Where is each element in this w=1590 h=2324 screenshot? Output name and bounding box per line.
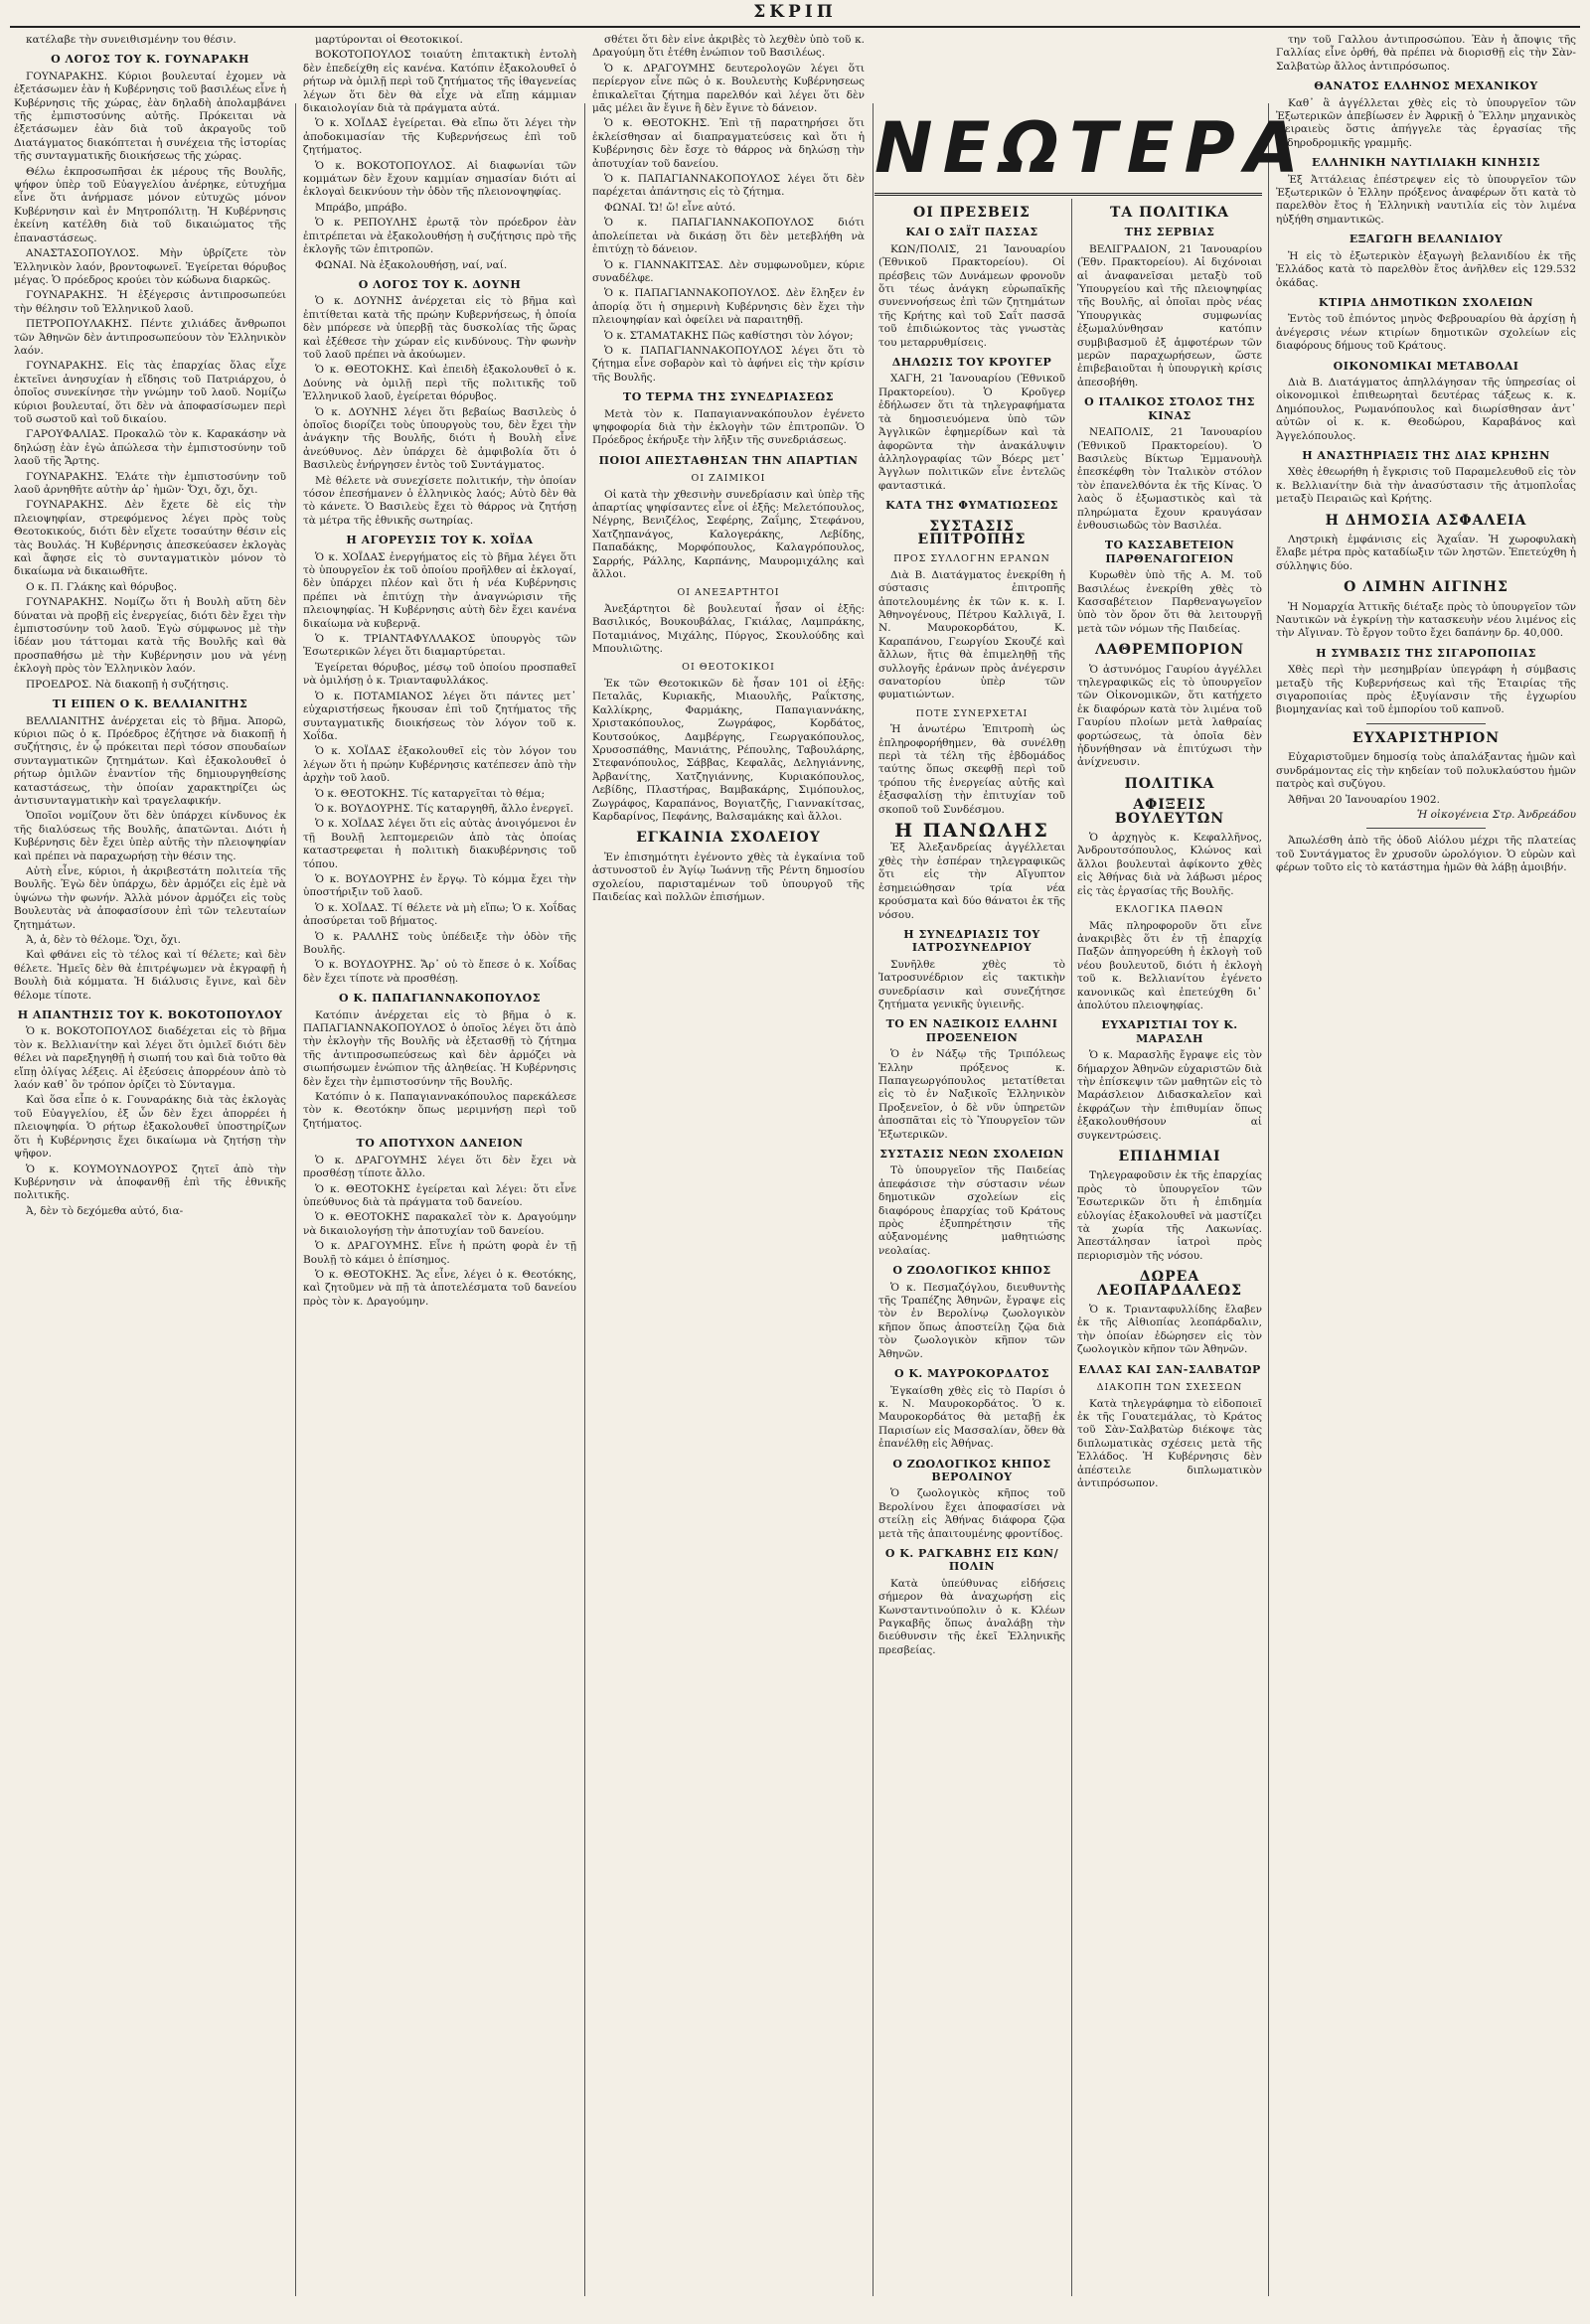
paragraph: Τὸ ὑπουργεῖον τῆς Παιδείας ἀπεφάσισε τὴν σύστασιν νέων δημοτικῶν σχολείων εἰς διαφόρους ἐπαρχίας τοῦ Κράτους πρὸς ἐξυπηρέτησιν τῆς αὐξανομένης μαθητιώσης νεολαίας. — [878, 1164, 1065, 1257]
paragraph: Ὁ κ. Μαρασλῆς ἔγραψε εἰς τὸν δήμαρχον Ἀθηνῶν εὐχαριστῶν διὰ τὴν ἐπίσκεψιν τῶν μαθητῶν εἰς τὸ Μαράσλειον Διδασκαλεῖον καὶ ἐκφράζων τὴν ἐπιθυμίαν ὅπως ἐξακολουθήσουν αἱ συγκεντρώσεις. — [1077, 1049, 1262, 1142]
article-heading: ΔΗΛΩΣΙΣ ΤΟΥ ΚΡΟΥΓΕΡ — [891, 356, 1052, 370]
paragraph: Ἐξ Ἀττάλειας ἐπέστρεψεν εἰς τὸ ὑπουργεῖον τῶν Ἐξωτερικῶν ὁ Ἑλλην πρόξενος ἀναφέρων ὅτι κατὰ τὸ παρελθὸν ἔτος ἡ Ἑλληνικὴ ναυτιλία εἰς τὸν λιμένα ηὐξήθη σημαντικῶς. — [1276, 173, 1576, 226]
article-heading: Η ΣΥΜΒΑΣΙΣ ΤΗΣ ΣΙΓΑΡΟΠΟΙΙΑΣ — [1316, 646, 1536, 660]
divider — [1366, 828, 1487, 829]
paragraph: Ὁ κ. ΒΟΚΟΤΟΠΟΥΛΟΣ. Αἱ διαφωνίαι τῶν κομμάτων δὲν ἔχουν καμμίαν σημασίαν διότι αἱ ἐκλογαὶ δεικνύουν τὴν ὁδὸν τῆς πλειονοψηφίας. — [303, 159, 576, 199]
paragraph: ΠΕΤΡΟΠΟΥΛΑΚΗΣ. Πέντε χιλιάδες ἄνθρωποι τῶν Ἀθηνῶν δὲν ἀντιπροσωπεύουν τὸν Ἑλληνικὸν λαόν. — [14, 318, 286, 357]
paragraph: Ὁ κ. ΒΟΥΔΟΥΡΗΣ. Ἄρ᾽ οὐ τὸ ἔπεσε ὁ κ. Χοΐδας δὲν ἔχει τίποτε νὰ προσθέσῃ. — [303, 959, 576, 985]
article-heading: ΤΟ ΑΠΟΤΥΧΟΝ ΔΑΝΕΙΟΝ — [356, 1137, 524, 1151]
article-heading: ΚΑΤΑ ΤΗΣ ΦΥΜΑΤΙΩΣΕΩΣ — [885, 499, 1058, 513]
article-heading: ΠΟΙΟΙ ΑΠΕΣΤΑΘΗΣΑΝ ΤΗΝ ΑΠΑΡΤΙΑΝ — [598, 453, 859, 467]
paragraph: Ὁ κ. ΘΕΟΤΟΚΗΣ. Ἄς εἶνε, λέγει ὁ κ. Θεοτόκης, καὶ ζητοῦμεν νὰ πῇ τὰ ἀποτελέσματα τοῦ δανείου πρὸς τὸν κ. Δραγούμην. — [303, 1268, 576, 1308]
paragraph: Ὁποῖοι νομίζουν ὅτι δὲν ὑπάρχει κίνδυνος ἐκ τῆς διαλύσεως τῆς Βουλῆς, ἀπατῶνται. Διότι ἡ Κυβέρνησις δὲν ἔχει ὑπὲρ αὐτῆς τὴν πλειοψηφίαν καὶ πρέπει νὰ παραχωρήσῃ τὴν θέσιν της. — [14, 810, 286, 862]
paragraph: ΒΕΛΛΙΑΝΙΤΗΣ ἀνέρχεται εἰς τὸ βῆμα. Ἀπορῶ, κύριοι πῶς ὁ κ. Πρόεδρος ἐζήτησε νὰ διακοπῇ ἡ συζήτησις, ἐν ᾧ πρόκειται περὶ τόσον σπουδαίων συνταγματικῶν ζητημάτων. Καὶ ἐξακολουθεῖ ὁ ρήτωρ ὁμιλῶν ἐναντίον τῆς δημιουργηθείσης καταστάσεως, τὴν ὁποίαν χαρακτηρίζει ὡς ἀντισυνταγματικὴν καὶ τραγελαφικήν. — [14, 714, 286, 807]
paragraph: Ὁ κ. ΠΑΠΑΓΙΑΝΝΑΚΟΠΟΥΛΟΣ λέγει ὅτι δὲν παρέχεται ἀπάντησις εἰς τὸ ζήτημα. — [592, 173, 865, 199]
paragraph: Ἐγκαίσθη χθὲς εἰς τὸ Παρίσι ὁ κ. Ν. Μαυροκορδάτος. Ὁ κ. Μαυροκορδάτος θὰ μεταβῇ ἐκ Παρισίων εἰς Μασσαλίαν, ὅθεν θὰ ἐπανέλθῃ εἰς Ἀθήνας. — [878, 1384, 1065, 1451]
column-divider — [873, 103, 874, 2296]
paragraph: Ὁ κ. ΚΟΥΜΟΥΝΔΟΥΡΟΣ ζητεῖ ἀπὸ τὴν Κυβέρνησιν νὰ ἀποφανθῇ ἐπὶ τῆς ἐθνικῆς πολιτικῆς. — [14, 1162, 286, 1202]
paragraph: Ὁ κ. ΣΤΑΜΑΤΑΚΗΣ Πῶς καθίστησι τὸν λόγον; — [604, 329, 854, 342]
article-heading: Ο ΖΩΟΛΟΓΙΚΟΣ ΚΗΠΟΣ ΒΕΡΟΛΙΝΟΥ — [892, 1457, 1051, 1483]
paragraph: την τοῦ Γαλλου ἀντιπροσώπου. Ἐὰν ἡ ἄποψις τῆς Γαλλίας εἶνε ὁρθή, θὰ πρέπει νὰ διορισθῇ εἰς τὴν Σὰν-Σαλβατὼρ ἄλλος ἀντιπρόσωπος. — [1276, 34, 1576, 73]
article-heading: Ο Κ. ΜΑΥΡΟΚΟΡΔΑΤΟΣ — [893, 1367, 1050, 1381]
paragraph: Ὁ κ. ΠΑΠΑΓΙΑΝΝΑΚΟΠΟΥΛΟΣ. Δὲν ἔληξεν ἐν ἀπορίᾳ ὅτι ἡ σημερινὴ Κυβέρνησις δὲν ἔχει τὴν πλειοψηφίαν καὶ ὀφείλει νὰ παραιτηθῇ. — [592, 287, 865, 327]
article-heading: Η ΑΝΑΣΤΗΡΙΑΞΙΣ ΤΗΣ ΔΙΑΣ ΚΡΗΣΗΝ — [1302, 448, 1550, 462]
article-heading: Ο Κ. ΡΑΓΚΑΒΗΣ ΕΙΣ ΚΩΝ/ΠΟΛΙΝ — [884, 1546, 1059, 1574]
paragraph: Ὁ κ. ΠΟΤΑΜΙΑΝΟΣ λέγει ὅτι πάντες μετ᾽ εὐχαριστήσεως ἤκουσαν ἐπὶ τοῦ ζητήματος τῆς συνταγματικῆς διοικήσεως τὸν λόγον τοῦ κ. Χοΐδα. — [303, 690, 576, 742]
paragraph: Ὁ ἀστυνόμος Γαυρίου ἀγγέλλει τηλεγραφικῶς εἰς τὸ ὑπουργεῖον τῶν Οἰκονομικῶν, ὅτι κατήχετο ἐκ διαφόρων κατὰ τὸν λιμένα τοῦ Γαυρίου πλοίων μετὰ λαθραίας φορτώσεως, τὰ ὁποῖα δὲν ἠδυνήθησαν νὰ ἐπιτύχωσι τὴν ἀνίχνευσιν. — [1077, 663, 1262, 769]
article-heading: Η ΑΓΟΡΕΥΣΙΣ ΤΟΥ Κ. ΧΟΪΔΑ — [346, 534, 534, 547]
paragraph: ΠΡΟΕΔΡΟΣ. Νὰ διακοπῇ ἡ συζήτησις. — [26, 678, 230, 691]
paragraph: Χθὲς ἐθεωρήθη ἡ ἔγκρισις τοῦ Παραμελευθοῦ εἰς τὸν κ. Βελλιανίτην διὰ τὴν ἀνασύστασιν τῆς ἀτμοπλοΐας μεταξὺ Πειραιῶς καὶ Κρήτης. — [1276, 466, 1576, 506]
column-divider — [1268, 103, 1269, 2296]
section-subheading: ΔΙΑΚΟΠΗ ΤΩΝ ΣΧΕΣΕΩΝ — [1096, 1382, 1243, 1394]
article-heading: ΕΠΙΔΗΜΙΑΙ — [1118, 1149, 1221, 1164]
paragraph: ΧΑΓΗ, 21 Ἰανουαρίου (Ἐθνικοῦ Πρακτορείου). Ὁ Κροῦγερ ἐδήλωσεν ὅτι τὰ τηλεγραφήματα τὰ δημοσιευόμενα ὑπὸ τῶν Ἀγγλικῶν ἐφημερίδων καὶ τὰ ἀφορῶντα τὴν ἀνακάλυψιν ἀλληλογραφίας τῶν Βόερς μετ᾽ Ἀγγλων πολιτικῶν εἶνε ἐντελῶς φανταστικά. — [878, 373, 1065, 492]
paragraph: Τηλεγραφοῦσιν ἐκ τῆς ἐπαρχίας πρὸς τὸ ὑπουργεῖον τῶν Ἐσωτερικῶν ὅτι ἡ ἐπιδημία εὐλογίας ἐξακολουθεῖ νὰ μαστίζει τὰ χωρία τῆς Λακωνίας. Ἀπεστάλησαν ἰατροὶ πρὸς περιορισμὸν τῆς νόσου. — [1077, 1169, 1262, 1262]
article-heading: Ο ΛΟΓΟΣ ΤΟΥ Κ. ΔΟΥΝΗ — [358, 277, 522, 291]
article-heading: ΤΟ ΚΑΣΣΑΒΕΤΕΙΟΝ ΠΑΡΘΕΝΑΓΩΓΕΙΟΝ — [1104, 539, 1235, 565]
paragraph: Ὁ κ. ΧΟΪΔΑΣ λέγει ὅτι εἰς αὐτὰς ἀνοιγόμενοι ἐν τῇ Βουλῇ λεπτομερειῶν ἀπὸ τὰς ὁποίας καταστρεφεται ἡ πολιτικὴ διακυβέρνησις τοῦ τόπου. — [303, 818, 576, 870]
article-heading: Ο ΙΤΑΛΙΚΟΣ ΣΤΟΛΟΣ ΤΗΣ ΚΙΝΑΣ — [1084, 395, 1255, 422]
article-heading: ΛΑΘΡΕΜΠΟΡΙΟΝ — [1094, 642, 1245, 659]
section-subheading: ΟΙ ΘΕΟΤΟΚΙΚΟΙ — [682, 662, 775, 674]
paragraph: Ὁ κ. ΘΕΟΤΟΚΗΣ. Καὶ ἐπειδὴ ἐξακολουθεῖ ὁ κ. Δούνης νὰ ὁμιλῇ περὶ τῆς πολιτικῆς τοῦ Ἑλληνικοῦ λαοῦ, ἐγείρεται θόρυβος. — [303, 364, 576, 403]
column-2 — [303, 34, 576, 2296]
paragraph: Συνῆλθε χθὲς τὸ Ἰατροσυνέδριον εἰς τακτικὴν συνεδρίασιν καὶ συνεζήτησε ζητήματα γενικῆς ὑγιεινῆς. — [878, 958, 1065, 1010]
paragraph: Μᾶς πληροφοροῦν ὅτι εἶνε ἀνακριβὲς ὅτι ἐν τῇ ἐπαρχίᾳ Παξῶν ἀπηγορεύθη ἡ ἐκλογὴ τοῦ νέου βουλευτοῦ, διότι ἡ ἐκλογὴ τοῦ κ. Βελλιανίτου ἐγένετο κανονικῶς καὶ ἐπετεύχθη δι᾽ ἀπολύτου πλειοψηφίας. — [1077, 919, 1262, 1011]
article-heading: Η ΣΥΝΕΔΡΙΑΣΙΣ ΤΟΥ ΙΑΤΡΟΣΥΝΕΔΡΙΟΥ — [903, 927, 1040, 955]
paragraph: Κατὰ ὑπεύθυνας εἰδήσεις σήμερον θὰ ἀναχωρήσῃ εἰς Κωνσταντινούπολιν ὁ κ. Κλέων Ραγκαβῆς ὅπως ἀναλάβῃ τὴν διεύθυνσιν τῆς ἐκεῖ Ἑλληνικῆς πρεσβείας. — [878, 1577, 1065, 1656]
article-heading: ΣΥΣΤΑΣΙΣ ΝΕΩΝ ΣΧΟΛΕΙΩΝ — [879, 1148, 1064, 1161]
signature: Ἡ οἰκογένεια Στρ. Ἀνδρεάδου — [1416, 808, 1576, 821]
paragraph: ΓΟΥΝΑΡΑΚΗΣ. Δὲν ἔχετε δὲ εἰς τὴν πλειοψηφίαν, στρεφόμενος λέγει πρὸς τοὺς Θεοτοκικούς, διότι δὲν εἴχετε τοσαύτην θέσιν εἰς τὰς Βουλάς. Ἡ Κυβέρνησις ἀπεσκεύασεν ἐκλογὰς καὶ ἄφησε εἰς τὸ συνταγματικὸν μόνον τὸ δικαίωμα νὰ δικαιωθῆτε. — [14, 499, 286, 578]
paragraph: Κυρωθὲν ὑπὸ τῆς Α. Μ. τοῦ Βασιλέως ἐνεκρίθη χθὲς τὸ Κασσαβέτειον Παρθεναγωγεῖον ὑπὸ τὸν ὅρον ὅτι θὰ λειτουργῇ μετὰ τῶν νόμων τῆς Παιδείας. — [1077, 569, 1262, 635]
paragraph: Διὰ Β. Διατάγματος ἀπηλλάγησαν τῆς ὑπηρεσίας οἱ οἰκονομικοὶ ἐπιθεωρηταὶ δευτέρας τάξεως κ. κ. Δημόπουλος, Ρωμανόπουλος καὶ διωρίσθησαν ἀντ᾽ αὐτῶν οἱ κ. κ. Θεοδώρου, Καραβάνος καὶ Ἀγγελόπουλος. — [1276, 376, 1576, 442]
article-heading: ΤΟ ΤΕΡΜΑ ΤΗΣ ΣΥΝΕΔΡΙΑΣΕΩΣ — [623, 390, 834, 404]
column-divider — [1071, 199, 1072, 2296]
column-5 — [1077, 199, 1262, 2296]
paragraph: Ὁ κ. ΒΟΥΔΟΥΡΗΣ. Τίς καταργηθῆ, ἄλλο ἐνεργεῖ. — [315, 802, 574, 815]
article-heading: ΕΞΑΓΩΓΗ ΒΕΛΑΝΙΔΙΟΥ — [1349, 232, 1504, 246]
paragraph: Ληστρικὴ ἐμφάνισις εἰς Ἀχαΐαν. Ἡ χωροφυλακὴ ἔλαβε μέτρα πρὸς καταδίωξιν τῶν ληστῶν. Ἐπετεύχθη ἡ σύλληψις δύο. — [1276, 534, 1576, 572]
section-subheading: ΟΙ ΖΑΙΜΙΚΟΙ — [691, 473, 766, 485]
paragraph: ΓΟΥΝΑΡΑΚΗΣ. Νομίζω ὅτι ἡ Βουλὴ αὕτη δὲν δύναται νὰ προβῇ εἰς ἐνεργείας, διότι δὲν ἔχει τὴν ἐμπιστοσύνην τοῦ λαοῦ. Ἐγὼ σύμφωνος μὲ τὴν ἰδέαν μου τάττομαι κατὰ τῆς Βουλῆς καὶ θὰ προσπαθήσω μὲ τὴν Κυβέρνησιν μου νὰ γένῃ ἐκλογὴ πρὸς τὸν Ἑλληνικὸν λαόν. — [14, 596, 286, 676]
paragraph: Ὁ κ. ΔΟΥΝΗΣ λέγει ὅτι βεβαίως Βασιλεὺς ὁ ὁποῖος διορίζει τοὺς ὑπουργοὺς του, δὲν ἔχει τὴν ἀνάγκην τῆς Βουλῆς, διότι ἡ Βουλὴ εἶνε ἀνεύθυνος. Δὲν ὑπάρχει δὲ ἀμφιβολία ὅτι ὁ Βασιλεὺς ἐνήργησεν ἐντὸς τοῦ Συντάγματος. — [303, 405, 576, 472]
masthead-rule — [10, 26, 1580, 28]
paragraph: Ὁ κ. ΠΑΠΑΓΙΑΝΝΑΚΟΠΟΥΛΟΣ λέγει ὅτι τὸ ζήτημα εἶνε σοβαρὸν καὶ τὸ ἀφήνει εἰς τὴν κρίσιν τῆς Βουλῆς. — [592, 344, 865, 384]
paragraph: Θέλω ἐκπροσωπῆσαι ἐκ μέρους τῆς Βουλῆς, ψήφον ὑπὲρ τοῦ Εὐαγγελίου ἀνέρηκε, εὐτυχήμα εἶνε ὅτι ἀνήρμασε μόνον εὐτυχῶς μόνον Κυβέρνησιν καὶ ἐν Μητροπόλιτῃ. Ἡ Κυβέρνησις ἐκείνη κατέλθη διὰ τοῦ δικαιώματος τῆς ἐπαναστάσεως. — [14, 165, 286, 244]
paragraph: Κατόπιν ὁ κ. Παπαγιαννακόπουλος παρεκάλεσε τὸν κ. Θεοτόκην ὅπως μεριμνήσῃ περὶ τοῦ ζητήματος. — [303, 1091, 576, 1130]
paragraph: Ὁ κ. ΔΡΑΓΟΥΜΗΣ δευτερολογῶν λέγει ὅτι περίεργον εἶνε πῶς ὁ κ. Βουλευτὴς Κυβέρνησεως ἐπικαλεῖται ζήτημα παρελθόν καὶ λέγει ὅτι δὲν μᾶς μέλει ἂν ἔγινε ἢ δὲν ἔγινε τὸ δάνειον. — [592, 62, 865, 115]
paragraph: Ὁ κ. ΓΙΑΝΝΑΚΙΤΣΑΣ. Δὲν συμφωνοῦμεν, κύριε συναδέλφε. — [592, 258, 865, 284]
article-heading: Η ΠΑΝΩΛΗΣ — [894, 820, 1049, 843]
paragraph: Ἐντὸς τοῦ ἐπιόντος μηνὸς Φεβρουαρίου θὰ ἀρχίσῃ ἡ ἀνέγερσις νέων κτιρίων δημοτικῶν σχολείων εἰς διαφόρους δήμους τοῦ Κράτους. — [1276, 313, 1576, 353]
paragraph: Ὁ κ. ΔΡΑΓΟΥΜΗΣ λέγει ὅτι δὲν ἔχει νὰ προσθέσῃ τίποτε ἄλλο. — [303, 1154, 576, 1180]
paragraph: Ο κ. Π. Γλάκης καὶ θόρυβος. — [26, 580, 178, 593]
column-1 — [14, 34, 286, 2296]
paragraph: Ἀπωλέσθη ἀπὸ τῆς ὁδοῦ Αἰόλου μέχρι τῆς πλατείας τοῦ Συντάγματος ἓν χρυσοῦν ὡρολόγιον. Ὁ εὑρὼν καὶ φέρων τοῦτο εἰς τὸ κατάστημα ἡμῶν θὰ λάβῃ ἀμοιβήν. — [1276, 835, 1576, 874]
article-heading: ΟΙΚΟΝΟΜΙΚΑΙ ΜΕΤΑΒΟΛΑΙ — [1333, 359, 1519, 373]
paragraph: Ὁ κ. ΡΕΠΟΥΛΗΣ ἐρωτᾷ τὸν πρόεδρον ἐὰν ἐπιτρέπεται νὰ ἐξακολουθήσῃ ἡ συζήτησις πρὸ τῆς ἐκλογῆς τῶν ἐπιτροπῶν. — [303, 217, 576, 256]
article-heading: ΕΛΛΗΝΙΚΗ ΝΑΥΤΙΛΙΑΚΗ ΚΙΝΗΣΙΣ — [1312, 156, 1540, 170]
paragraph: Εὐχαριστοῦμεν δημοσίᾳ τοὺς ἀπαλάξαντας ἡμῶν καὶ συνδράμοντας εἰς τὴν κηδείαν τοῦ πολυκλαύστου ἡμῶν πατρὸς καὶ συζύγου. — [1276, 751, 1576, 791]
paragraph: Ἐγείρεται θόρυβος, μέσῳ τοῦ ὁποίου προσπαθεῖ νὰ ὁμιλήσῃ ὁ κ. Τριανταφυλλάκος. — [303, 661, 576, 688]
paragraph: Ὁ κ. ΤΡΙΑΝΤΑΦΥΛΛΑΚΟΣ ὑπουργὸς τῶν Ἐσωτερικῶν λέγει ὅτι διαμαρτύρεται. — [303, 633, 576, 659]
paragraph: ΓΑΡΟΥΦΑΛΙΑΣ. Προκαλῶ τὸν κ. Καρακάσην νὰ δηλώσῃ ἐὰν ἐγὼ ἀπώλεσα τὴν ἐμπιστοσύνην τοῦ λαοῦ τῆς Ἄρτης. — [14, 428, 286, 468]
paragraph: Καὶ φθάνει εἰς τὸ τέλος καὶ τί θέλετε; καὶ δὲν θέλετε. Ἡμεῖς δὲν θὰ ἐπιτρέψωμεν νὰ ἐκγραφῇ ἡ Βουλὴ διὰ κόμματα. Ἡ διάλυσις ἔγινε, καὶ δὲν θέλομε τίποτε. — [14, 949, 286, 1002]
paragraph: ΑΝΑΣΤΑΣΟΠΟΥΛΟΣ. Μὴν ὑβρίζετε τὸν Ἑλληνικὸν λαόν, βροντοφωνεῖ. Ἐγείρεται θόρυβος μέγας. Ὁ πρόεδρος κρούει τὸν κώδωνα διαρκῶς. — [14, 247, 286, 286]
paragraph: Ἡ ἀνωτέρω Ἐπιτροπὴ ὡς ἐπληροφορήθημεν, θὰ συνέλθῃ περὶ τὰ τέλη τῆς ἑβδομάδος ταύτης ὅπως σκεφθῇ περὶ τοῦ τρόπου τῆς ἐνεργείας αὐτῆς καὶ ἐξασφαλίσῃ τὴν ἐπιτυχίαν τοῦ σκοποῦ τοῦ Συνδέσμου. — [878, 723, 1065, 816]
article-heading: ΤΟ ΕΝ ΝΑΞΙΚΟΙΣ ΕΛΛΗΝΙ ΠΡΟΞΕΝΕΙΟΝ — [885, 1017, 1058, 1044]
article-heading: Ο Κ. ΠΑΠΑΓΙΑΝΝΑΚΟΠΟΥΛΟΣ — [339, 992, 541, 1006]
article-heading: ΕΥΧΑΡΙΣΤΗΡΙΟΝ — [1352, 729, 1501, 746]
paragraph: ΦΩΝΑΙ. Ὤ! ὤ! εἶνε αὐτό. — [604, 201, 736, 214]
article-heading: ΚΤΙΡΙΑ ΔΗΜΟΤΙΚΩΝ ΣΧΟΛΕΙΩΝ — [1318, 295, 1534, 309]
article-heading: ΑΦΙΞΕΙΣ ΒΟΥΛΕΥΤΩΝ — [1114, 797, 1225, 827]
paragraph: Ἀνεξάρτητοι δὲ βουλευταί ἦσαν οἱ ἑξῆς: Βασιλικός, Βουκουβάλας, Γκιάλας, Λαμπράκης, Ποταμιάνος, Μιχάλης, Πύργος, Σκουλούδης καὶ Μπουλιῶτης. — [592, 602, 865, 656]
paragraph: Ὁ κ. Πεσμαζόγλου, διευθυντὴς τῆς Τραπέζης Ἀθηνῶν, ἔγραψε εἰς τὸν ἐν Βερολίνῳ ζωολογικὸν κῆπον ὅπως ἀποστείλῃ ζῷα διὰ τὸν ζωολογικὸν κῆπον τῶν Ἀθηνῶν. — [878, 1281, 1065, 1360]
article-heading: Ο ΛΟΓΟΣ ΤΟΥ Κ. ΓΟΥΝΑΡΑΚΗ — [51, 53, 249, 67]
paragraph: Οἱ κατὰ τὴν χθεσινὴν συνεδρίασιν καὶ ὑπὲρ τῆς ἀπαρτίας ψηφίσαντες εἶνε οἱ ἑξῆς: Μελετόπουλος, Νέγρης, Βενιζέλος, Σεφέρης, Ζαΐμης, Στεφάνου, Χατζηπανάγος, Καλογεράκης, Λεβίδης, Παπαδάκης, Μορφόπουλος, Καλαγρόπουλος, Σαρρής, Ράλλης, Καρπάνης, Μαυρομιχάλης καὶ ἄλλοι. — [592, 488, 865, 581]
paragraph: ΝΕΑΠΟΛΙΣ, 21 Ἰανουαρίου (Ἐθνικοῦ Πρακτορείου). Ὁ Βασιλεὺς Βίκτωρ Ἐμμανουὴλ ἐπεσκέφθη τὸν Ἰταλικὸν στόλον τὸν ἐπανελθόντα ἐκ τῆς Κίνας. Ὁ λαὸς ὅ ἐξωμαστικὸς καὶ τὰ πληρώματα ἔχουν κραυγάσαν ἐνθουσιωδῶς τὸν Βασιλέα. — [1077, 426, 1262, 532]
article-heading: ΤΑ ΠΟΛΙΤΙΚΑ — [1110, 205, 1229, 221]
article-heading: ΔΩΡΕΑ ΛΕΟΠΑΡΔΑΛΕΩΣ — [1097, 1269, 1242, 1299]
paragraph: Ἐξ Ἀλεξανδρείας ἀγγέλλεται χθὲς τὴν ἑσπέραν τηλεγραφικῶς ὅτι εἰς τὴν Αἴγυπτον ἐσημειώθησαν τρία νέα κρούσματα καὶ δύο θάνατοι ἐκ τῆς νόσου. — [878, 842, 1065, 921]
paragraph: Ὁ κ. ΘΕΟΤΟΚΗΣ. Ἐπὶ τῇ παρατηρήσει ὅτι ἐκλείσθησαν αἱ διαπραγματεύσεις καὶ ὅτι ἡ Κυβέρνησις δὲν ἔσχε τὸ θάρρος νὰ δηλώσῃ τὴν ἀποτυχίαν τοῦ δανείου. — [592, 117, 865, 170]
paragraph: Ὁ κ. ΘΕΟΤΟΚΗΣ ἐγείρεται καὶ λέγει: ὅτι εἶνε ὑπεύθυνος διὰ τὰ πράγματα τοῦ δανείου. — [303, 1182, 576, 1208]
article-heading: ΕΛΛΑΣ ΚΑΙ ΣΑΝ-ΣΑΛΒΑΤΩΡ — [1078, 1362, 1261, 1376]
section-subheading: ΟΙ ΑΝΕΞΑΡΤΗΤΟΙ — [677, 587, 780, 599]
article-heading: Η ΔΗΜΟΣΙΑ ΑΣΦΑΛΕΙΑ — [1325, 512, 1527, 529]
section-subheading: ΕΚΛΟΓΙΚΑ ΠΑΘΩΝ — [1115, 904, 1224, 916]
paragraph: Ὁ κ. ΔΡΑΓΟΥΜΗΣ. Εἶνε ἡ πρώτη φορὰ ἐν τῇ Βουλῇ τὸ κάμει ὁ ἐπίσημος. — [303, 1240, 576, 1266]
paragraph: Μὲ θέλετε νὰ συνεχίσετε πολιτικήν, τὴν ὁποίαν τόσον ἐπεσήμανεν ὁ ἐλληνικὸς λαός; Αὐτὸ δὲν θὰ τὸ κάνετε. Ὁ Βασιλεὺς ἔχει τὸ θάρρος νὰ ζητήσῃ τὰ μέτρα τῆς ἐθνικῆς σωτηρίας. — [303, 474, 576, 527]
article-heading: ΘΑΝΑΤΟΣ ΕΛΛΗΝΟΣ ΜΕΧΑΝΙΚΟΥ — [1314, 79, 1538, 93]
divider — [1366, 723, 1487, 724]
article-heading: Η ΑΠΑΝΤΗΣΙΣ ΤΟΥ Κ. ΒΟΚΟΤΟΠΟΥΛΟΥ — [17, 1008, 283, 1022]
paragraph: Καὶ ὅσα εἶπε ὁ κ. Γουναράκης διὰ τὰς ἐκλογὰς τοῦ Εὐαγγελίου, ἐξ ὧν δὲν ἔχει ἀπορρέει ἡ πλειοψηφία. Ὁ ρήτωρ ἐξακολουθεῖ ὑποστηρίζων ὅτι ἡ Κυβέρνησις ἔχει δικαίωμα νὰ ζητήσῃ τὴν ψῆφον. — [14, 1094, 286, 1161]
article-heading: Ο ΖΩΟΛΟΓΙΚΟΣ ΚΗΠΟΣ — [892, 1264, 1051, 1278]
section-subheading: ΠΡΟΣ ΣΥΛΛΟΓΗΝ ΕΡΑΝΩΝ — [893, 553, 1050, 565]
column-divider — [295, 103, 296, 2296]
paragraph: ΓΟΥΝΑΡΑΚΗΣ. Ἡ ἐξέγερσις ἀντιπροσωπεύει τὴν θέλησιν τοῦ Ἑλληνικοῦ λαοῦ. — [14, 289, 286, 315]
paragraph: ΒΕΛΙΓΡΑΔΙΟΝ, 21 Ἰανουαρίου (Ἐθν. Πρακτορείου). Αἱ διχόνοιαι αἱ ἀναφανεῖσαι μεταξὺ τοῦ Ὑπουργείου καὶ τῆς πλειοψηφίας τῆς Βουλῆς, αἱ ὁποῖαι πρὸς νέας Ὑπουργικὰς συμφωνίας ἐξωμαλύνθησαν κατόπιν συμβιβασμοῦ ἐξ ἀμφοτέρων τῶν μερῶν παραχωρήσεων, ὥστε ἐπιβεβαιοῦται ἡ ὑπουργικὴ κρίσις ἀπεσοβήθη. — [1077, 242, 1262, 388]
paragraph: Ὁ κ. ΒΟΥΔΟΥΡΗΣ ἐν ἔργῳ. Τὸ κόμμα ἔχει τὴν ὑποστήριξιν τοῦ λαοῦ. — [303, 872, 576, 899]
paragraph: μαρτύρονται οἱ Θεοτοκικοί. — [315, 34, 463, 46]
paragraph: Ὁ ἀρχηγὸς κ. Κεφαλλῆνος, Ἀνδρουτσόπουλος, Κλώνος καὶ ἄλλοι βουλευταὶ ἀφίκοντο χθὲς εἰς Ἀθήνας διὰ νὰ λάβωσι μέρος εἰς τὰς ἐργασίας τῆς Βουλῆς. — [1077, 832, 1262, 897]
dateline: Ἀθῆναι 20 Ἰανουαρίου 1902. — [1288, 793, 1440, 806]
paragraph: ΓΟΥΝΑΡΑΚΗΣ. Εἰς τὰς ἐπαρχίας ὅλας εἶχε ἐκτεῖνει ἀνησυχίαν ἡ εἴδησις τοῦ Πατριάρχου, ὁ ὁποῖος συνεκίνησε τὴν γνώμην τοῦ λαοῦ. Νομίζω κύριοι βουλευταί, ὅτι δὲν νὰ ἀποφασίσωμεν περὶ τοῦ σωστοῦ καὶ τοῦ δικαίου. — [14, 360, 286, 425]
article-heading: ΕΓΚΑΙΝΙΑ ΣΧΟΛΕΙΟΥ — [636, 830, 821, 847]
paragraph: Ὁ κ. ΘΕΟΤΟΚΗΣ. Τίς καταργεῖται τὸ θέμα; — [315, 787, 546, 800]
paragraph: Ὁ ζωολογικὸς κῆπος τοῦ Βερολίνου ἔχει ἀποφασίσει νὰ στείλῃ εἰς Ἀθήνας διάφορα ζῷα μετὰ τῆς ἀπαιτουμένης φροντίδος. — [878, 1487, 1065, 1540]
paragraph: ΓΟΥΝΑΡΑΚΗΣ. Ἐλάτε τὴν ἐμπιστοσύνην τοῦ λαοῦ ἀρνηθῆτε αὐτὴν ἀρ᾽ ἡμῶν· Ὄχι, ὄχι, ὄχι. — [14, 470, 286, 496]
paragraph: Ὁ ἐν Νάξῳ τῆς Τριπόλεως Ἑλλην πρόξενος κ. Παπαγεωργόπουλος μετατίθεται εἰς τὸ ἐν Ναξικοῖς Ἑλληνικὸν Προξενεῖον, ὁ δὲ νῦν ὑπηρετῶν ἀποσπᾶται εἰς τὸ Ὑπουργεῖον τῶν Ἐξωτερικῶν. — [878, 1048, 1065, 1141]
article-heading: Ο ΛΙΜΗΝ ΑΙΓΙΝΗΣ — [1344, 579, 1509, 596]
paragraph: Ὁ κ. ΔΟΥΝΗΣ ἀνέρχεται εἰς τὸ βῆμα καὶ ἐπιτίθεται κατὰ τῆς πρώην Κυβερνήσεως, ἡ ὁποία δὲν μπόρεσε νὰ ὑπερβῇ τὰς δυσκολίας τῆς ὥρας καὶ ἐξέθεσε τὴν χώραν εἰς κινδύνους. Τὴν φωνὴν τοῦ λαοῦ πρέπει νὰ ἀκούωμεν. — [303, 295, 576, 361]
paragraph: ΓΟΥΝΑΡΑΚΗΣ. Κύριοι βουλευταί ἐχομεν νὰ ἐξετάσωμεν ἐὰν ἡ Κυβέρνησις τοῦ βασιλέως εἶνε ἡ Κυβέρνησις τῆς χώρας, ἐὰν δηλαδὴ ἀπολαμβάνει τῆς ἐμπιστοσύνης αὐτῆς. Πρόκειται νὰ ἐξετάσωμεν ἐὰν διὰ τοῦ ἀκραγοῦς τοῦ Διατάγματος διακόπτεται ἡ συνέχεια τῆς ἱστορίας τῆς συνταγματικῆς διοικήσεως τῆς χώρας. — [14, 70, 286, 163]
paragraph: Ἐν ἐπισημότητι ἐγένοντο χθὲς τὰ ἐγκαίνια τοῦ ἀστυνοστοῦ ἐν Ἁγίῳ Ἰωάννῃ τῆς Ρέντη δημοσίου σχολείου, παρισταμένων τοῦ ὑπουργοῦ τῆς Παιδείας καὶ πολλῶν ἐπισήμων. — [592, 851, 865, 903]
paragraph: Καθ᾽ ἃ ἀγγέλλεται χθὲς εἰς τὸ ὑπουργεῖον τῶν Ἐξωτερικῶν ἀπεβίωσεν ἐν Ἀφρικῇ ὁ Ἕλλην μηχανικὸς Πειραιεὺς ὅστις ἀπήγγελε τὰς ἐργασίας τῆς σιδηροδρομικῆς γραμμῆς. — [1276, 96, 1576, 149]
column-divider — [584, 103, 585, 2296]
paragraph: Κατὰ τηλεγράφημα τὸ εἰδοποιεῖ ἐκ τῆς Γουατεμάλας, τὸ Κράτος τοῦ Σὰν-Σαλβατὼρ διέκοψε τὰς διπλωματικὰς σχέσεις μετὰ τῆς Ἑλλάδος. Ἡ Κυβέρνησις δὲν ἀπέστειλε διπλωματικὸν ἀντιπρόσωπον. — [1077, 1397, 1262, 1489]
paragraph: ΦΩΝΑΙ. Νὰ ἐξακολουθήσῃ, ναί, ναί. — [315, 258, 508, 271]
paragraph: κατέλαβε τὴν συνειθισμένην του θέσιν. — [26, 34, 237, 46]
section-banner: ΝΕΩΤΕΡΑ — [874, 103, 1262, 196]
paragraph: ΒΟΚΟΤΟΠΟΥΛΟΣ τοιαύτη ἐπιτακτικὴ ἐντολὴ δὲν ἐπεδείχθη εἰς κανένα. Κατόπιν ἐξακολουθεῖ ὁ ρήτωρ νὰ ὁμιλῇ περὶ τοῦ ζητήματος τῆς ἰθαγενείας λέγων ὅτι δὲν θὰ εἶχε νὰ εἴπῃ κάμμιαν δικαιολογίαν διὰ τὰ πράγματα αὐτά. — [303, 49, 576, 115]
paragraph: Ἐκ τῶν Θεοτοκικῶν δὲ ἦσαν 101 οἱ ἑξῆς: Πεταλᾶς, Κυριακῆς, Μιαουλῆς, Ραΐκτσης, Καλλίκρης, Φαρμάκης, Παπαγιαννάκης, Χριστακόπουλος, Ζωγράφος, Κορδάτος, Κουτσούκος, Δαμβέργης, Γεωργακόπουλος, Χρυσοσπάθης, Μανιάτης, Ρέπουλης, Ταβουλάρης, Στεφανόπουλος, Σάββας, Κεφαλᾶς, Δεληγιάννης, Ἀρβανίτης, Χατζηγιάννης, Κυριακόπουλος, Λεβίδης, Πλαστήρας, Βαμβακάρης, Σιμόπουλος, Ζωγράφος, Καραπάνος, Βογιατζῆς, Γιαννακίτσας, Καρδαρίνος, Πεφάνης, Βαλσαμάκης καὶ ἄλλοι. — [592, 677, 865, 823]
paragraph: Ἀ, ἀ, δὲν τὸ θέλομε. Ὄχι, ὄχι. — [26, 934, 181, 946]
paragraph: Ἀ, δὲν τὸ δεχόμεθα αὐτό, δια- — [26, 1204, 184, 1217]
article-heading: ΤΗΣ ΣΕΡΒΙΑΣ — [1124, 226, 1215, 239]
paragraph: Ὁ κ. ΡΑΛΛΗΣ τοὺς ὑπέδειξε τὴν ὁδὸν τῆς Βουλῆς. — [303, 930, 576, 956]
column-3 — [592, 34, 865, 2296]
paragraph: Ὁ κ. ΠΑΠΑΓΙΑΝΝΑΚΟΠΟΥΛΟΣ διότι ἀπολείπεται νὰ δικάσῃ ὅτι δὲν μετεβλήθη νὰ ἐπιτύχῃ τὸ δάνειον. — [592, 217, 865, 256]
column-4 — [878, 199, 1065, 2296]
paragraph: Ὁ κ. Τριανταφυλλίδης ἔλαβεν ἐκ τῆς Αἰθιοπίας λεοπάρδαλιν, τὴν ὁποίαν ἐδώρησεν εἰς τὸν ζωολογικὸν κῆπον τῶν Ἀθηνῶν. — [1077, 1304, 1262, 1356]
paragraph: Ὁ κ. ΧΟΪΔΑΣ ἐξακολουθεῖ εἰς τὸν λόγον του λέγων ὅτι ἡ πρώην Κυβέρνησις κατέπεσεν ἀπὸ τὴν ἀρχὴν τοῦ λαοῦ. — [303, 745, 576, 785]
paragraph: Διὰ Β. Διατάγματος ἐνεκρίθη ἡ σύστασις ἐπιτροπῆς ἀποτελουμένης ἐκ τῶν κ. κ. Ι. Ἀθηνογένους, Πέτρου Καλλιγᾶ, Ι. Ν. Μαυροκορδάτου, Κ. Καραπάνου, Γεωργίου Σκουζέ καὶ ἄλλων, ἥτις θὰ ἐπιμεληθῇ τῆς συλλογῆς ἐράνων πρὸς ἀνέγερσιν σανατορίου ὑπὲρ τῶν φυματιώντων. — [878, 568, 1065, 701]
section-subheading: ΠΟΤΕ ΣΥΝΕΡΧΕΤΑΙ — [915, 707, 1029, 719]
paragraph: Ὁ κ. ΧΟΪΔΑΣ ἐνεργήματος εἰς τὸ βῆμα λέγει ὅτι τὸ ὑπουργεῖον ἐκ τοῦ ὁποίου προῆλθεν αἱ ἐκλογαί, δὲν ὑπάρχει πλέον καὶ ὅτι ἡ νέα Κυβέρνησις πρέπει νὰ ἐπιτύχῃ τὴν ἀναγνώρισιν τῆς πλειοψηφίας. Ἡ Κυβέρνησις αὐτὴ δὲν ἔχει κανένα δικαίωμα νὰ κυβερνᾷ. — [303, 550, 576, 630]
paragraph: Ὁ κ. ΒΟΚΟΤΟΠΟΥΛΟΣ διαδέχεται εἰς τὸ βῆμα τὸν κ. Βελλιανίτην καὶ λέγει ὅτι ὁμιλεῖ διότι δὲν θέλει νὰ παρεξηγηθῇ ἡ σιωπή του καὶ διὰ τοῦτο θὰ εἴπῃ ὀλίγας λέξεις. Αἱ ἐξεύσεις ἀπορρέουν ἀπὸ τὸ λαόν καθ᾽ ὃν τρόπον ὁρίζει τὸ Σύνταγμα. — [14, 1025, 286, 1092]
article-heading: ΚΑΙ Ο ΣΑΪΤ ΠΑΣΣΑΣ — [905, 226, 1038, 239]
paragraph: Μπράβο, μπράβο. — [315, 201, 407, 214]
paragraph: σθέτει ὅτι δὲν εἶνε ἀκριβὲς τὸ λεχθὲν ὑπὸ τοῦ κ. Δραγούμη ὅτι ἐτέθη ἐνώπιον τοῦ Βασιλέως. — [592, 34, 865, 60]
paragraph: Χθὲς περὶ τὴν μεσημβρίαν ὑπεγράφη ἡ σύμβασις μεταξὺ τῆς Κυβερνήσεως καὶ τῆς Ἐταιρίας τῆς σιγαροποιίας πρὸς ἐξυγίανσιν τῆς ἐγχωρίου βιομηχανίας καὶ τοῦ ἐμπορίου τοῦ καπνοῦ. — [1276, 664, 1576, 716]
paragraph: Αὐτὴ εἶνε, κύριοι, ἡ ἀκριβεστάτη πολιτεία τῆς Βουλῆς. Ἐγὼ δὲν ὑπάρχω, δὲν ἀρμόζει εἰς ἐμὲ νὰ ὑψώνω τὴν φωνήν. Ἀλλὰ μόνον ἀρμόζει εἰς τοὺς Βουλευτὰς νὰ ἀποφασίσουν ἐπὶ τῶν τελευταίων ζητημάτων. — [14, 864, 286, 931]
article-heading: ΠΟΛΙΤΙΚΑ — [1124, 775, 1215, 792]
masthead: ΣΚΡΙΠ — [753, 2, 837, 22]
article-heading: ΟΙ ΠΡΕΣΒΕΙΣ — [913, 205, 1031, 221]
paragraph: Μετὰ τὸν κ. Παπαγιαννακόπουλον ἐγένετο ψηφοφορία διὰ τὴν ἐκλογὴν τῶν ἐπιτροπῶν. Ὁ Πρόεδρος ἐκήρυξε τὴν λῆξιν τῆς συνεδριάσεως. — [592, 407, 865, 447]
paragraph: ΚΩΝ/ΠΟΛΙΣ, 21 Ἰανουαρίου (Ἐθνικοῦ Πρακτορείου). Οἱ πρέσβεις τῶν Δυνάμεων φρονοῦν ὅτι τέως ἀνάγκη εὐρωπαϊκῆς συνεννοήσεως ἐπὶ τῶν ζητημάτων τῆς Κρήτης καὶ τοῦ Σαΐτ πασσᾶ τοῦ ἐπιδιώκοντος τὰς γνωστὰς του μεταρρυθμίσεις. — [878, 242, 1065, 349]
article-heading: ΣΥΣΤΑΣΙΣ ΕΠΙΤΡΟΠΗΣ — [917, 518, 1027, 547]
paragraph: Ὁ κ. ΘΕΟΤΟΚΗΣ παρακαλεῖ τὸν κ. Δραγούμην νὰ δικαιολογήσῃ τὴν ἀποτυχίαν τοῦ δανείου. — [303, 1211, 576, 1237]
article-heading: ΕΥΧΑΡΙΣΤΙΑΙ ΤΟΥ Κ. ΜΑΡΑΣΛΗ — [1101, 1018, 1238, 1045]
paragraph: Ὁ κ. ΧΟΪΔΑΣ ἐγείρεται. Θὰ εἴπω ὅτι λέγει τὴν ἀποδοκιμασίαν τῆς Κυβερνήσεως ἐπὶ τοῦ ζητήματος. — [303, 117, 576, 157]
paragraph: Κατόπιν ἀνέρχεται εἰς τὸ βῆμα ὁ κ. ΠΑΠΑΓΙΑΝΝΑΚΟΠΟΥΛΟΣ ὁ ὁποῖος λέγει ὅτι ἀπὸ τὴν ἐκλογὴν τῆς Βουλῆς νὰ ἐξετασθῇ τὸ ζήτημα τῆς ἀντιπροσωπεύσεως καὶ δὲν ἀρμόζει νὰ σιωπήσωμεν ἐνώπιον τῆς ἀληθείας. Ἡ Κυβέρνησις δὲν ἔχει τὴν ἐμπιστοσύνην τῆς Βουλῆς. — [303, 1008, 576, 1088]
column-6 — [1276, 34, 1576, 2296]
article-heading: ΤΙ ΕΙΠΕΝ Ο Κ. ΒΕΛΛΙΑΝΙΤΗΣ — [52, 697, 248, 711]
paragraph: Ὁ κ. ΧΟΪΔΑΣ. Τί θέλετε νὰ μὴ εἴπω; Ὁ κ. Χοΐδας ἀποσύρεται τοῦ βήματος. — [303, 901, 576, 928]
paragraph: Ἡ εἰς τὸ ἐξωτερικὸν ἐξαγωγὴ βελανιδίου ἐκ τῆς Ἑλλάδος κατὰ τὸ παρελθὸν ἔτος ἀνῆλθεν εἰς 129.532 ὀκάδας. — [1276, 249, 1576, 289]
paragraph: Ἡ Νομαρχία Ἀττικῆς διέταξε πρὸς τὸ ὑπουργεῖον τῶν Ναυτικῶν νὰ ἐγκρίνῃ τὴν κατασκευὴν νέου λιμένος εἰς τὴν Αἴγιναν. Τὸ ἔργον τοῦτο ἔχει δαπάνην δρ. 40,000. — [1276, 600, 1576, 640]
